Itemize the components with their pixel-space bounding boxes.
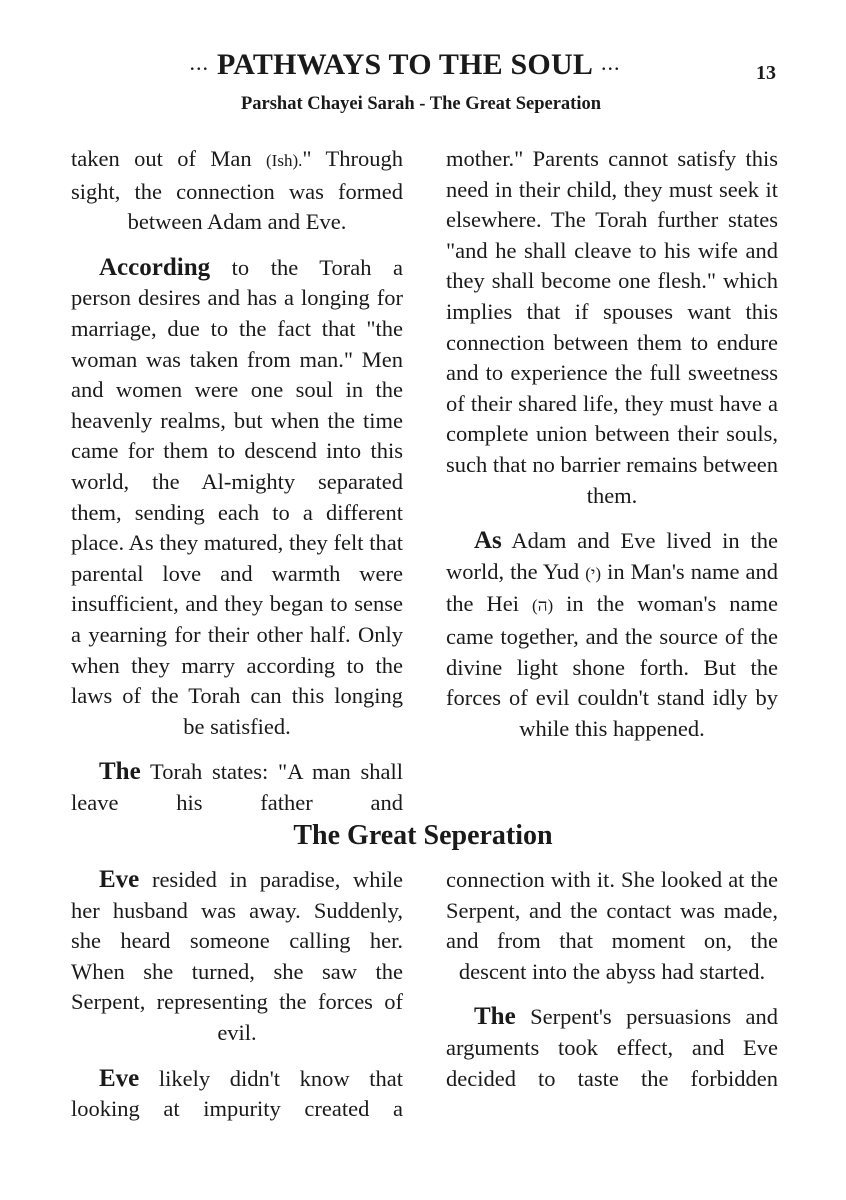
book-title (181, 48, 628, 82)
book-title-text: PATHWAYS TO THE SOUL (216, 48, 594, 81)
lead-word: Eve (99, 866, 140, 893)
text-run: in Man's name and the Hei (446, 558, 779, 617)
column-top-right (446, 144, 778, 744)
column-top-left (71, 144, 403, 818)
ornament-right: ... (601, 50, 621, 75)
page-number: 13 (756, 62, 776, 84)
lead-word: According (99, 253, 211, 281)
text-run: in the woman's name came together, and the source of the divine light shone forth. But the forces of evil couldn't stand idly by while this happened. (446, 591, 778, 741)
hebrew-letter-hei: (ה) (532, 596, 554, 616)
running-header (0, 48, 846, 82)
lead-word: Eve (99, 1064, 140, 1092)
section-heading: The Great Seperation (293, 820, 553, 851)
text-run: likely didn't know that looking at impurity created a (71, 1065, 403, 1122)
transliteration: (Ish). (266, 151, 303, 170)
paragraph (71, 253, 403, 743)
paragraph (71, 1064, 403, 1125)
text-run: " Through sight, the connection was formed between Adam and Eve. (71, 146, 404, 235)
chapter-subtitle: Parshat Chayei Sarah - The Great Seperation (240, 94, 602, 114)
ornament-left: ... (189, 50, 209, 75)
lead-word: The (99, 758, 141, 786)
hebrew-letter-yud: (י) (585, 563, 602, 583)
paragraph: connection with it. She looked at the Serpent, and the contact was made, and from that moment on, the descent into the abyss had started. (446, 867, 778, 984)
paragraph (71, 757, 403, 818)
paragraph (446, 1002, 778, 1094)
paragraph (71, 865, 403, 1049)
text-run: Serpent's persuasions and arguments took effect, and Eve decided to taste the forbidden (446, 1004, 778, 1091)
column-bottom-right (446, 865, 778, 1094)
paragraph (71, 144, 403, 238)
lead-word: As (474, 527, 502, 555)
paragraph: mother." Parents cannot satisfy this need in their child, they must seek it elsewhere. The Torah further states "and he shall cleave to his wife and they shall become one flesh." which implies that if spouses want this connection between them to endure and to experience the full sweetness of their shared life, they must have a complete union between their souls, such that no barrier remains between them. (446, 146, 778, 508)
column-bottom-left (71, 865, 403, 1125)
text-run: Torah states: "A man shall leave his father and (71, 759, 403, 815)
text-run: to the Torah a person desires and has a longing for marriage, due to the fact that "the woman was taken from man." Men and women were one soul in the heavenly realms, but when the time came for them to descend into this world, the Al-mighty separated them, sending each to a different place. As they matured, they felt that parental love and warmth were insufficient, and they began to sense a yearning for their other half. Only when they marry according to the laws of the Torah can this longing be satisfied. (71, 254, 403, 739)
text-run: Adam and Eve lived in the world, the Yud (446, 528, 778, 584)
text-run: resided in paradise, while her husband was away. Suddenly, she heard someone calling her. When she turned, she saw the Serpent, representing the forces of evil. (71, 867, 403, 1045)
paragraph (446, 526, 778, 744)
text-run: taken out of Man (71, 146, 266, 171)
lead-word: The (474, 1003, 516, 1031)
